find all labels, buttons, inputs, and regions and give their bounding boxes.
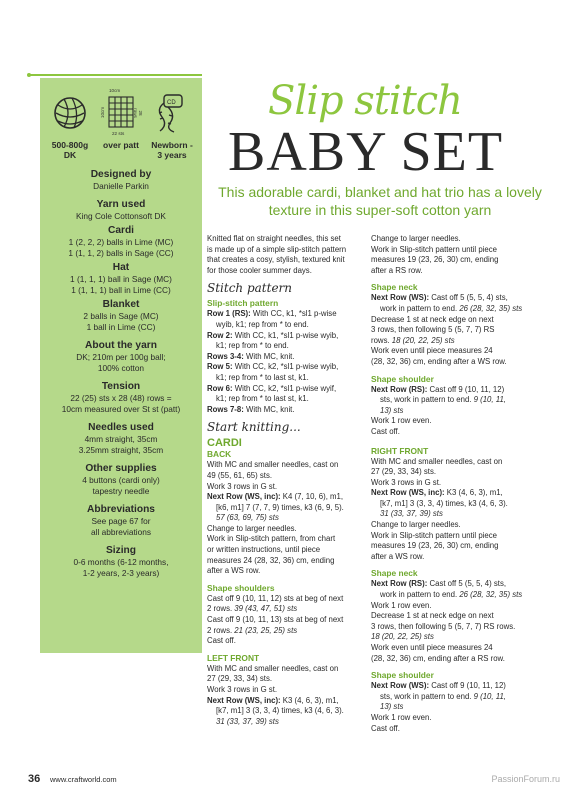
instruction-line: after a WS row.	[207, 566, 261, 576]
hat-yarn-heading: Hat	[112, 262, 130, 273]
row-text: With CC, k2, *sl1 p-wise wyib,	[232, 362, 339, 372]
icon-row	[40, 78, 202, 160]
instruction-line: (28, 32, 36) cm, ending after a WS row.	[371, 356, 507, 366]
intro-line: that creates a cosy, stylish, textured knit	[207, 255, 345, 265]
instruction-line: Work in Slip-stitch pattern until piece	[371, 244, 497, 254]
row-label: Next Row (WS, inc):	[371, 488, 445, 498]
needles-heading: Needles used	[88, 422, 154, 433]
pattern-row	[207, 405, 365, 416]
pattern-row	[207, 309, 365, 320]
row-label: Row 2:	[207, 330, 233, 340]
row-text: 2 rows.	[207, 625, 235, 635]
row-text: 2 rows.	[207, 604, 235, 614]
instruction-line	[371, 692, 539, 703]
about-yarn-line: 100% cotton	[97, 363, 145, 373]
row-text: work in pattern to end.	[380, 303, 460, 313]
instruction-line	[371, 304, 539, 315]
pattern-row	[207, 384, 365, 395]
intro-line: is made up of a simple slip-stitch pattern	[207, 244, 347, 254]
instruction-line	[207, 696, 365, 707]
gauge-top-label: 10cm	[109, 88, 121, 93]
instruction-line: Cast off 9 (10, 11, 13) sts at beg of next	[207, 615, 344, 625]
instruction-line: after a WS row.	[371, 551, 425, 561]
blanket-yarn-section	[40, 299, 202, 333]
gauge-side-label: 10cm	[100, 106, 106, 119]
instruction-line: measures 19 (23, 26, 30) cm, ending	[371, 255, 499, 265]
about-yarn-section	[40, 340, 202, 374]
instruction-line: measures 24 (28, 32, 36) cm, ending	[207, 555, 335, 565]
instruction-line	[371, 293, 539, 304]
instruction-line: With MC and smaller needles, cast on	[207, 460, 339, 470]
hat-yarn-section	[40, 262, 202, 296]
stitch-count: 13) sts	[380, 702, 404, 712]
row-text: Cast off 5 (5, 5, 4) sts,	[429, 293, 508, 303]
instruction-line: Work 3 rows in G st.	[207, 481, 278, 491]
instruction-line: 27 (29, 33, 34) sts.	[371, 467, 437, 477]
row-label: Row 6:	[207, 383, 233, 393]
abbreviations-line: all abbreviations	[91, 527, 151, 537]
row-text: With CC, k2, *sl1 p-wise wyif,	[232, 383, 337, 393]
intro-line: for those cooler summer days.	[207, 265, 312, 275]
row-label: Next Row (WS):	[371, 681, 430, 691]
instruction-line: Cast off.	[371, 723, 400, 733]
tension-line: 10cm measured over St st (patt)	[61, 404, 181, 414]
yarn-used-heading: Yarn used	[96, 199, 146, 210]
pattern-row-cont: wyib, k1; rep from * to end.	[216, 319, 309, 329]
instruction-line: With MC and smaller needles, cast on	[207, 663, 339, 673]
instruction-line	[207, 604, 365, 615]
stitch-count: 39 (43, 47, 51) sts	[234, 604, 298, 614]
stitch-count: 9 (10, 11,	[473, 691, 506, 701]
pattern-row	[207, 352, 365, 363]
tension-grid-icon	[108, 96, 134, 128]
instruction-line: Cast off.	[371, 426, 400, 436]
instruction-line: measures 19 (23, 26, 30) cm, ending	[371, 541, 499, 551]
row-text: sts, work in pattern to end.	[380, 691, 474, 701]
row-text: Cast off 9 (10, 11, 12)	[429, 681, 506, 691]
shape-shoulder-heading: Shape shoulder	[371, 670, 434, 681]
row-label: Rows 7-8:	[207, 404, 244, 414]
instruction-line: after a RS row.	[371, 265, 423, 275]
pattern-column-1	[207, 234, 365, 727]
slip-stitch-subheading: Slip-stitch pattern	[207, 298, 279, 309]
stitch-count: 21 (23, 25, 25) sts	[234, 625, 298, 635]
row-label: Row 1 (RS):	[207, 309, 251, 319]
row-text: With MC, knit.	[243, 404, 295, 414]
yarn-weight-block	[46, 86, 94, 160]
instruction-line: [k7, m1] 3 (3, 3, 4) times, k3 (4, 6, 3).	[380, 498, 508, 508]
row-text: Cast off 9 (10, 11, 12)	[427, 384, 505, 394]
supplies-heading: Other supplies	[85, 463, 157, 474]
instruction-line: Decrease 1 st at neck edge on next	[371, 314, 494, 324]
stitch-count: 57 (63, 69, 75) sts	[216, 513, 279, 523]
about-yarn-heading: About the yarn	[85, 340, 157, 351]
stitch-pattern-heading: Stitch pattern	[207, 281, 293, 296]
cardi-yarn-heading: Cardi	[107, 225, 135, 236]
instruction-line: Cast off.	[207, 636, 236, 646]
cardi-yarn-line: 1 (1, 1, 2) balls in Sage (CC)	[68, 248, 174, 258]
yarn-used-line: King Cole Cottonsoft DK	[76, 211, 166, 221]
row-label: Next Row (RS):	[371, 579, 428, 589]
gauge-sts-label: 22 sts	[112, 131, 125, 136]
gauge-rows-label: 28 rows	[133, 108, 143, 118]
stitch-count: 26 (28, 32, 35) sts	[459, 303, 523, 313]
blanket-yarn-line: 1 ball in Lime (CC)	[86, 322, 156, 332]
instruction-line	[371, 579, 539, 590]
supplies-line: tapestry needle	[92, 486, 150, 496]
instruction-line: or written instructions, until piece	[207, 545, 321, 555]
blanket-yarn-heading: Blanket	[102, 299, 140, 310]
tension-line: 22 (25) sts x 28 (48) rows =	[70, 393, 172, 403]
tension-caption: over patt	[103, 140, 139, 150]
instruction-line: Work 1 row even.	[371, 600, 432, 610]
row-label: Next Row (WS, inc):	[207, 695, 281, 705]
instruction-line	[371, 681, 539, 692]
instruction-line: Work 3 rows in G st.	[207, 685, 278, 694]
page-number: 36	[28, 773, 41, 785]
row-label: Rows 3-4:	[207, 351, 244, 361]
row-label: Next Row (WS):	[371, 293, 430, 303]
row-text: With CC, k1, *sl1 p-wise wyib,	[232, 330, 339, 340]
row-text: K4 (7, 10, 6), m1,	[280, 492, 344, 502]
stitch-count: 31 (33, 37, 39) sts	[380, 509, 443, 519]
pattern-row-cont: k1; rep from * to end.	[216, 341, 289, 351]
back-heading: BACK	[207, 449, 232, 460]
designer-section	[40, 169, 202, 192]
needles-line: 3.25mm straight, 35cm	[78, 445, 164, 455]
instruction-line: 3 rows, then following 5 (5, 7, 7) RS rows.	[371, 621, 516, 631]
instruction-line: With MC and smaller needles, cast on	[371, 456, 503, 466]
info-sidebar	[40, 78, 202, 653]
instruction-line	[207, 626, 365, 637]
instruction-line: Change to larger needles.	[371, 234, 461, 243]
shape-shoulder-heading: Shape shoulder	[371, 373, 434, 384]
script-title: Slip stitch	[268, 78, 462, 124]
instruction-line: Work in Slip-stitch pattern until piece	[371, 530, 497, 540]
instruction-line	[371, 395, 539, 406]
designer-name: Danielle Parkin	[93, 181, 149, 191]
svg-text:CD: CD	[167, 100, 176, 106]
row-label: Row 5:	[207, 362, 233, 372]
needles-section	[40, 422, 202, 456]
instruction-line	[371, 488, 539, 499]
row-text: With MC, knit.	[243, 351, 295, 361]
instruction-line: Work in Slip-stitch pattern, from chart	[207, 534, 336, 544]
tension-heading: Tension	[101, 381, 141, 392]
cardi-yarn-section	[40, 225, 202, 259]
instruction-line	[371, 336, 539, 347]
blanket-yarn-line: 2 balls in Sage (MC)	[83, 311, 159, 321]
instruction-line: Work 3 rows in G st.	[371, 477, 442, 487]
stitch-count: 13) sts	[380, 405, 404, 415]
needle-divider	[26, 73, 202, 77]
size-block	[148, 86, 196, 160]
pattern-row-cont: k1; rep from * to last st, k1.	[216, 394, 309, 404]
row-text: work in pattern to end.	[380, 590, 460, 600]
sizing-section	[40, 545, 202, 579]
hat-yarn-line: 1 (1, 1, 1) ball in Lime (CC)	[71, 285, 171, 295]
row-text: sts, work in pattern to end.	[380, 395, 474, 405]
instruction-line: Work 1 row even.	[371, 416, 432, 426]
abbreviations-heading: Abbreviations	[87, 504, 155, 515]
start-knitting-heading: Start knitting...	[207, 420, 301, 435]
instruction-line: Work even until piece measures 24	[371, 643, 493, 652]
shape-shoulders-heading: Shape shoulders	[207, 582, 275, 593]
standfirst: This adorable cardi, blanket and hat trio has a lovely texture in this super-soft cotton yarn	[218, 184, 542, 218]
instruction-line: 27 (29, 33, 34) sts.	[207, 674, 273, 684]
row-text: Cast off 5 (5, 5, 4) sts,	[427, 579, 507, 589]
sizing-line: 1-2 years, 2-3 years)	[82, 568, 160, 578]
stitch-count: 26 (28, 32, 35) sts	[459, 590, 523, 600]
intro-line: Knitted flat on straight needles, this set	[207, 234, 341, 243]
tape-measure-icon	[154, 93, 190, 133]
instruction-line: 49 (55, 61, 65) sts.	[207, 470, 273, 480]
needles-line: 4mm straight, 35cm	[84, 434, 158, 444]
abbreviations-line: See page 67 for	[91, 516, 151, 526]
tension-block	[97, 86, 145, 160]
shape-neck-heading: Shape neck	[371, 568, 418, 579]
hat-yarn-line: 1 (1, 1, 1) ball in Sage (MC)	[70, 274, 172, 284]
row-text: K3 (4, 6, 3), m1,	[280, 695, 339, 705]
cardi-heading: CARDI	[207, 437, 242, 450]
pattern-row-cont: k1; rep from * to last st, k1.	[216, 372, 309, 382]
instruction-line: [k6, m1] 7 (7, 7, 9) times, k3 (6, 9, 5).	[216, 502, 344, 512]
instruction-line: [k7, m1] 3 (3, 3, 4) times, k3 (4, 6, 3).	[216, 706, 344, 716]
instruction-line: (28, 32, 36) cm, ending after a RS row.	[371, 653, 505, 663]
stitch-count: 18 (20, 22, 25) sts	[371, 632, 434, 642]
row-text: With CC, k1, *sl1 p-wise	[250, 309, 337, 319]
stitch-count: 31 (33, 37, 39) sts	[216, 716, 279, 726]
supplies-section	[40, 463, 202, 497]
stitch-count: 9 (10, 11,	[473, 395, 506, 405]
yarn-ball-icon	[52, 95, 88, 131]
instruction-line: Cast off 9 (10, 11, 12) sts at beg of next	[207, 593, 344, 603]
size-caption: Newborn - 3 years	[151, 140, 193, 160]
cardi-yarn-line: 1 (2, 2, 2) balls in Lime (MC)	[68, 237, 174, 247]
stitch-count: 18 (20, 22, 25) sts	[391, 335, 455, 345]
left-front-heading: LEFT FRONT	[207, 652, 260, 663]
yarn-weight-caption: 500-800g DK	[51, 140, 89, 160]
right-front-heading: RIGHT FRONT	[371, 445, 429, 456]
abbreviations-section	[40, 504, 202, 538]
footer-url[interactable]: www.craftworld.com	[50, 775, 117, 784]
row-text: K3 (4, 6, 3), m1,	[444, 488, 503, 498]
yarn-used-section	[40, 199, 202, 222]
instruction-line	[371, 385, 539, 396]
instruction-line: Change to larger needles.	[207, 523, 297, 533]
row-text: rows.	[371, 335, 392, 345]
instruction-line: 3 rows, then following 5 (5, 7, 7) RS	[371, 325, 495, 335]
row-label: Next Row (RS):	[371, 384, 428, 394]
page-title: BABY SET	[228, 121, 504, 183]
tension-section	[40, 381, 202, 415]
pattern-row	[207, 331, 365, 342]
shape-neck-heading: Shape neck	[371, 282, 418, 293]
instruction-line: Work even until piece measures 24	[371, 346, 493, 356]
designer-heading: Designed by	[90, 169, 152, 180]
instruction-line	[371, 590, 539, 601]
pattern-column-2	[371, 234, 539, 734]
instruction-line	[207, 492, 365, 503]
instruction-line: Change to larger needles.	[371, 520, 461, 530]
watermark: PassionForum.ru	[491, 774, 560, 784]
instruction-line: Work 1 row even.	[371, 712, 432, 722]
pattern-row	[207, 362, 365, 373]
instruction-line: Decrease 1 st at neck edge on next	[371, 611, 494, 621]
about-yarn-line: DK; 210m per 100g ball;	[76, 352, 166, 362]
row-label: Next Row (WS, inc):	[207, 492, 281, 502]
supplies-line: 4 buttons (cardi only)	[82, 475, 160, 485]
sizing-line: 0-6 months (6-12 months,	[73, 557, 169, 567]
sizing-heading: Sizing	[106, 545, 136, 556]
